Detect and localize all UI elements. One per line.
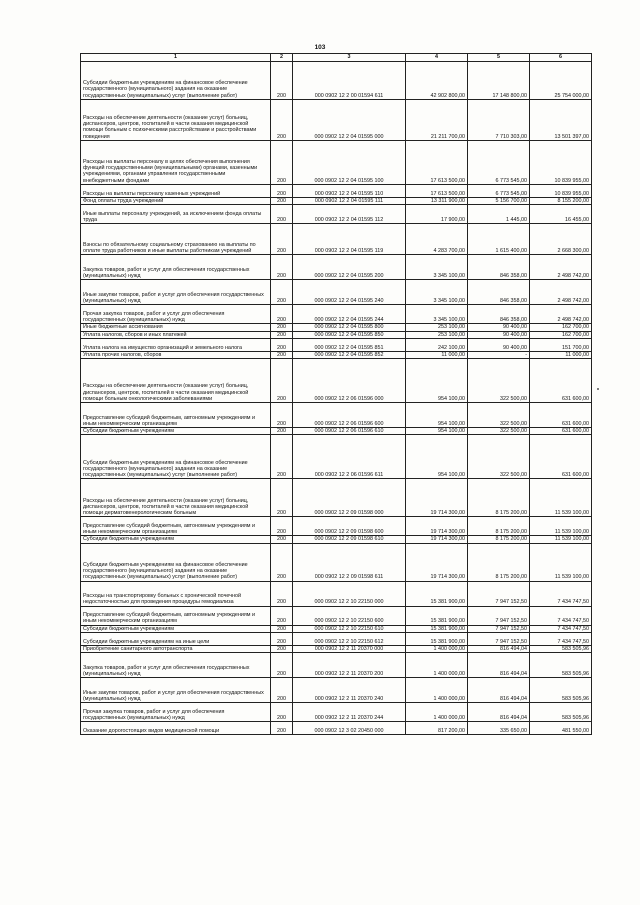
row-admin-code: 200	[271, 324, 293, 331]
table-row	[81, 428, 592, 435]
row-unexecuted: 631 600,00	[530, 359, 592, 403]
table-row	[81, 403, 592, 428]
row-budget-code: 000 0902 12 3 02 20450 000	[293, 722, 406, 735]
row-approved: 3 345 100,00	[406, 280, 468, 305]
column-header-3: 3	[293, 54, 406, 62]
row-admin-code: 200	[271, 338, 293, 351]
row-admin-code: 200	[271, 581, 293, 606]
row-unexecuted: 7 434 747,50	[530, 606, 592, 625]
row-budget-code: 000 0902 12 2 04 01595 240	[293, 280, 406, 305]
row-unexecuted: 11 539 100,00	[530, 543, 592, 581]
row-budget-code: 000 0902 12 2 11 20370 200	[293, 653, 406, 678]
row-admin-code: 200	[271, 606, 293, 625]
table-row	[81, 100, 592, 141]
row-executed: 7 947 152,50	[468, 633, 530, 646]
table-row	[81, 581, 592, 606]
row-unexecuted: 151 700,00	[530, 338, 592, 351]
row-approved: 19 714 300,00	[406, 536, 468, 543]
row-admin-code: 200	[271, 331, 293, 338]
row-executed: 7 947 152,50	[468, 581, 530, 606]
row-budget-code: 000 0902 12 2 10 22150 612	[293, 633, 406, 646]
row-budget-code: 000 0902 12 2 09 01598 000	[293, 479, 406, 517]
row-budget-code: 000 0902 12 2 06 01596 611	[293, 435, 406, 479]
row-approved: 19 714 300,00	[406, 517, 468, 536]
row-approved: 19 714 300,00	[406, 479, 468, 517]
row-unexecuted: 11 539 100,00	[530, 479, 592, 517]
table-row	[81, 255, 592, 280]
row-name: Субсидии бюджетным учреждениям на финансовое обеспечение государственного (муниципального) задания на оказание государственных (муниципальных) услуг (выполнение работ)	[81, 435, 271, 479]
table-row	[81, 324, 592, 331]
row-executed: 6 773 545,00	[468, 185, 530, 198]
row-name: Субсидии бюджетным учреждениям на иные цели	[81, 633, 271, 646]
row-unexecuted: 11 539 100,00	[530, 536, 592, 543]
scan-speck	[597, 388, 599, 390]
row-name: Расходы на выплаты персоналу в целях обеспечения выполнения функций государственными (муниципальными) органами, казенными учреждениями, органами управления государственными внебюджетными фондами	[81, 141, 271, 185]
table-row	[81, 625, 592, 632]
column-header-4: 4	[406, 54, 468, 62]
row-name: Субсидии бюджетным учреждениям	[81, 625, 271, 632]
row-name: Закупка товаров, работ и услуг для обеспечения государственных (муниципальных) нужд	[81, 255, 271, 280]
row-unexecuted: 631 600,00	[530, 428, 592, 435]
column-header-2: 2	[271, 54, 293, 62]
row-executed: 846 358,00	[468, 305, 530, 324]
row-executed: 816 494,04	[468, 653, 530, 678]
row-budget-code: 000 0902 12 2 04 01595 119	[293, 224, 406, 255]
table-row	[81, 62, 592, 100]
row-unexecuted: 162 700,00	[530, 331, 592, 338]
table-row	[81, 536, 592, 543]
row-name: Расходы на выплаты персоналу казенных учреждений	[81, 185, 271, 198]
row-budget-code: 000 0902 12 2 04 01595 850	[293, 331, 406, 338]
column-header-5: 5	[468, 54, 530, 62]
row-approved: 1 400 000,00	[406, 703, 468, 722]
row-approved: 17 613 500,00	[406, 141, 468, 185]
row-executed: 846 358,00	[468, 255, 530, 280]
row-name: Закупка товаров, работ и услуг для обеспечения государственных (муниципальных) нужд	[81, 653, 271, 678]
row-name: Субсидии бюджетным учреждениям на финансовое обеспечение государственного (муниципального) задания на оказание государственных (муниципальных) услуг (выполнение работ)	[81, 543, 271, 581]
row-name: Расходы на обеспечение деятельности (оказание услуг) больниц, диспансеров, центров, госпиталей в части оказания медицинской помощи больным онкологическими заболеваниями	[81, 359, 271, 403]
table-row	[81, 435, 592, 479]
row-approved: 1 400 000,00	[406, 653, 468, 678]
row-admin-code: 200	[271, 62, 293, 100]
row-executed: 1 445,00	[468, 205, 530, 224]
row-budget-code: 000 0902 12 2 04 01595 110	[293, 185, 406, 198]
row-budget-code: 000 0902 12 2 04 01595 000	[293, 100, 406, 141]
row-executed: 8 175 200,00	[468, 479, 530, 517]
row-approved: 253 100,00	[406, 324, 468, 331]
row-name: Расходы на транспортировку больных с хронической почечной недостаточностью для проведения процедуры гемодиализа	[81, 581, 271, 606]
row-budget-code: 000 0902 12 2 04 01595 112	[293, 205, 406, 224]
row-approved: 242 100,00	[406, 338, 468, 351]
row-admin-code: 200	[271, 280, 293, 305]
table-row	[81, 224, 592, 255]
row-budget-code: 000 0902 12 2 04 01595 111	[293, 198, 406, 205]
row-name: Иные закупки товаров, работ и услуг для обеспечения государственных (муниципальных) нужд	[81, 280, 271, 305]
row-unexecuted: 2 498 742,00	[530, 280, 592, 305]
row-name: Субсидии бюджетным учреждениям	[81, 536, 271, 543]
row-executed: 90 400,00	[468, 324, 530, 331]
row-approved: 954 100,00	[406, 359, 468, 403]
row-budget-code: 000 0902 12 2 09 01598 610	[293, 536, 406, 543]
row-approved: 817 200,00	[406, 722, 468, 735]
table-row	[81, 606, 592, 625]
row-approved: 17 613 500,00	[406, 185, 468, 198]
row-budget-code: 000 0902 12 2 09 01598 611	[293, 543, 406, 581]
table-row	[81, 331, 592, 338]
row-admin-code: 200	[271, 100, 293, 141]
row-name: Приобретение санитарного автотранспорта	[81, 646, 271, 653]
row-admin-code: 200	[271, 305, 293, 324]
table-row	[81, 517, 592, 536]
row-executed: 5 156 700,00	[468, 198, 530, 205]
row-admin-code: 200	[271, 428, 293, 435]
row-approved: 3 345 100,00	[406, 255, 468, 280]
row-name: Субсидии бюджетным учреждениям на финансовое обеспечение государственного (муниципального) задания на оказание государственных (муниципальных) услуг (выполнение работ)	[81, 62, 271, 100]
row-name: Расходы на обеспечение деятельности (оказание услуг) больниц, диспансеров, центров, госпиталей в части оказания медицинской помощи дерматовенерологическим больным	[81, 479, 271, 517]
row-admin-code: 200	[271, 479, 293, 517]
row-budget-code: 000 0902 12 2 11 20370 244	[293, 703, 406, 722]
table-row	[81, 633, 592, 646]
row-admin-code: 200	[271, 359, 293, 403]
table-row	[81, 205, 592, 224]
row-unexecuted: 583 505,96	[530, 703, 592, 722]
table-row	[81, 338, 592, 351]
row-budget-code: 000 0902 12 2 04 01595 800	[293, 324, 406, 331]
row-admin-code: 200	[271, 224, 293, 255]
row-name: Расходы на обеспечение деятельности (оказание услуг) больниц, диспансеров, центров, госпиталей в части оказания медицинской помощи больным с психическими расстройствами и расстройствами поведения	[81, 100, 271, 141]
row-unexecuted: 2 668 300,00	[530, 224, 592, 255]
page-number: 103	[314, 44, 326, 51]
row-name: Предоставление субсидий бюджетным, автономным учреждениям и иным некоммерческим организациям	[81, 403, 271, 428]
row-approved: 19 714 300,00	[406, 543, 468, 581]
row-budget-code: 000 0902 12 2 04 01595 851	[293, 338, 406, 351]
row-executed: 322 500,00	[468, 435, 530, 479]
row-executed: 8 175 200,00	[468, 517, 530, 536]
row-approved: 3 345 100,00	[406, 305, 468, 324]
row-budget-code: 000 0902 12 2 11 20370 240	[293, 678, 406, 703]
row-budget-code: 000 0902 12 2 10 22150 610	[293, 625, 406, 632]
row-executed: 816 494,04	[468, 678, 530, 703]
row-approved: 17 900,00	[406, 205, 468, 224]
row-unexecuted: 10 839 955,00	[530, 185, 592, 198]
table-row	[81, 305, 592, 324]
budget-table	[80, 53, 592, 735]
row-executed: 90 400,00	[468, 331, 530, 338]
row-budget-code: 000 0902 12 2 11 20370 000	[293, 646, 406, 653]
row-approved: 4 283 700,00	[406, 224, 468, 255]
row-approved: 13 311 900,00	[406, 198, 468, 205]
row-unexecuted: 583 505,96	[530, 678, 592, 703]
row-budget-code: 000 0902 12 2 04 01595 100	[293, 141, 406, 185]
row-admin-code: 200	[271, 703, 293, 722]
table-row	[81, 646, 592, 653]
table-header-row	[81, 54, 592, 62]
row-admin-code: 200	[271, 403, 293, 428]
table-row	[81, 703, 592, 722]
row-executed: 322 500,00	[468, 359, 530, 403]
row-admin-code: 200	[271, 205, 293, 224]
row-executed: 17 148 800,00	[468, 62, 530, 100]
row-budget-code: 000 0902 12 2 04 01595 244	[293, 305, 406, 324]
row-approved: 15 381 900,00	[406, 606, 468, 625]
row-unexecuted: 16 455,00	[530, 205, 592, 224]
row-budget-code: 000 0902 12 2 04 01595 852	[293, 351, 406, 358]
row-name: Взносы по обязательному социальному страхованию на выплаты по оплате труда работников и иные выплаты работникам учреждений	[81, 224, 271, 255]
table-body	[81, 62, 592, 735]
row-executed: 816 494,04	[468, 646, 530, 653]
row-admin-code: 200	[271, 185, 293, 198]
row-executed: 816 494,04	[468, 703, 530, 722]
row-admin-code: 200	[271, 351, 293, 358]
column-header-6: 6	[530, 54, 592, 62]
row-executed: 335 650,00	[468, 722, 530, 735]
table-row	[81, 351, 592, 358]
row-unexecuted: 10 839 955,00	[530, 141, 592, 185]
row-admin-code: 200	[271, 633, 293, 646]
row-executed: 90 400,00	[468, 338, 530, 351]
row-name: Прочая закупка товаров, работ и услуг для обеспечения государственных (муниципальных) нужд	[81, 703, 271, 722]
row-approved: 15 381 900,00	[406, 581, 468, 606]
row-budget-code: 000 0902 12 2 04 01595 200	[293, 255, 406, 280]
row-budget-code: 000 0902 12 2 06 01596 600	[293, 403, 406, 428]
row-admin-code: 200	[271, 198, 293, 205]
row-approved: 11 000,00	[406, 351, 468, 358]
row-name: Оказание дорогостоящих видов медицинской помощи	[81, 722, 271, 735]
table-row	[81, 198, 592, 205]
row-admin-code: 200	[271, 435, 293, 479]
row-name: Фонд оплаты труда учреждений	[81, 198, 271, 205]
row-budget-code: 000 0902 12 2 06 01596 610	[293, 428, 406, 435]
row-budget-code: 000 0902 12 2 10 22150 000	[293, 581, 406, 606]
table-row	[81, 141, 592, 185]
row-unexecuted: 2 498 742,00	[530, 255, 592, 280]
row-unexecuted: 631 600,00	[530, 435, 592, 479]
row-admin-code: 200	[271, 653, 293, 678]
row-approved: 954 100,00	[406, 403, 468, 428]
row-unexecuted: 7 434 747,50	[530, 625, 592, 632]
row-admin-code: 200	[271, 141, 293, 185]
row-name: Иные бюджетные ассигнования	[81, 324, 271, 331]
row-budget-code: 000 0902 12 2 09 01598 600	[293, 517, 406, 536]
row-unexecuted: 11 539 100,00	[530, 517, 592, 536]
row-executed: 7 710 303,00	[468, 100, 530, 141]
row-approved: 1 400 000,00	[406, 646, 468, 653]
row-approved: 1 400 000,00	[406, 678, 468, 703]
row-budget-code: 000 0902 12 2 00 01594 611	[293, 62, 406, 100]
row-approved: 21 211 700,00	[406, 100, 468, 141]
row-budget-code: 000 0902 12 2 10 22150 600	[293, 606, 406, 625]
table-row	[81, 653, 592, 678]
table-row	[81, 543, 592, 581]
row-executed: 322 500,00	[468, 403, 530, 428]
row-unexecuted: 7 434 747,50	[530, 633, 592, 646]
row-executed: 7 947 152,50	[468, 606, 530, 625]
row-name: Уплата прочих налогов, сборов	[81, 351, 271, 358]
row-name: Иные выплаты персоналу учреждений, за исключением фонда оплаты труда	[81, 205, 271, 224]
row-admin-code: 200	[271, 625, 293, 632]
table-row	[81, 280, 592, 305]
table-row	[81, 185, 592, 198]
row-executed: 846 358,00	[468, 280, 530, 305]
row-unexecuted: 2 498 742,00	[530, 305, 592, 324]
table-row	[81, 722, 592, 735]
row-executed: 8 175 200,00	[468, 543, 530, 581]
row-approved: 15 381 900,00	[406, 633, 468, 646]
row-budget-code: 000 0902 12 2 06 01596 000	[293, 359, 406, 403]
row-approved: 15 381 900,00	[406, 625, 468, 632]
row-executed: 7 947 152,50	[468, 625, 530, 632]
row-unexecuted: 631 600,00	[530, 403, 592, 428]
row-approved: 954 100,00	[406, 435, 468, 479]
row-admin-code: 200	[271, 536, 293, 543]
row-executed: 6 773 545,00	[468, 141, 530, 185]
row-admin-code: 200	[271, 517, 293, 536]
row-unexecuted: 11 000,00	[530, 351, 592, 358]
row-unexecuted: 7 434 747,50	[530, 581, 592, 606]
column-header-1: 1	[81, 54, 271, 62]
row-name: Предоставление субсидий бюджетным, автономным учреждениям и иным некоммерческим организациям	[81, 606, 271, 625]
row-admin-code: 200	[271, 722, 293, 735]
row-unexecuted: 13 501 397,00	[530, 100, 592, 141]
row-admin-code: 200	[271, 255, 293, 280]
row-executed: 1 615 400,00	[468, 224, 530, 255]
row-admin-code: 200	[271, 543, 293, 581]
table-row	[81, 359, 592, 403]
row-approved: 954 100,00	[406, 428, 468, 435]
row-unexecuted: 583 505,96	[530, 653, 592, 678]
table-row	[81, 678, 592, 703]
row-unexecuted: 162 700,00	[530, 324, 592, 331]
row-unexecuted: 8 155 200,00	[530, 198, 592, 205]
row-unexecuted: 583 505,96	[530, 646, 592, 653]
row-name: Уплата налога на имущество организаций и земельного налога	[81, 338, 271, 351]
row-name: Прочая закупка товаров, работ и услуг для обеспечения государственных (муниципальных) нужд	[81, 305, 271, 324]
table-row	[81, 479, 592, 517]
row-executed: 8 175 200,00	[468, 536, 530, 543]
row-name: Уплата налогов, сборов и иных платежей	[81, 331, 271, 338]
row-name: Субсидии бюджетным учреждениям	[81, 428, 271, 435]
row-admin-code: 200	[271, 646, 293, 653]
row-name: Иные закупки товаров, работ и услуг для обеспечения государственных (муниципальных) нужд	[81, 678, 271, 703]
row-executed: 322 500,00	[468, 428, 530, 435]
row-approved: 42 902 800,00	[406, 62, 468, 100]
row-unexecuted: 481 550,00	[530, 722, 592, 735]
row-unexecuted: 25 754 000,00	[530, 62, 592, 100]
row-executed: -	[468, 351, 530, 358]
row-name: Предоставление субсидий бюджетным, автономным учреждениям и иным некоммерческим организациям	[81, 517, 271, 536]
row-admin-code: 200	[271, 678, 293, 703]
row-approved: 253 100,00	[406, 331, 468, 338]
